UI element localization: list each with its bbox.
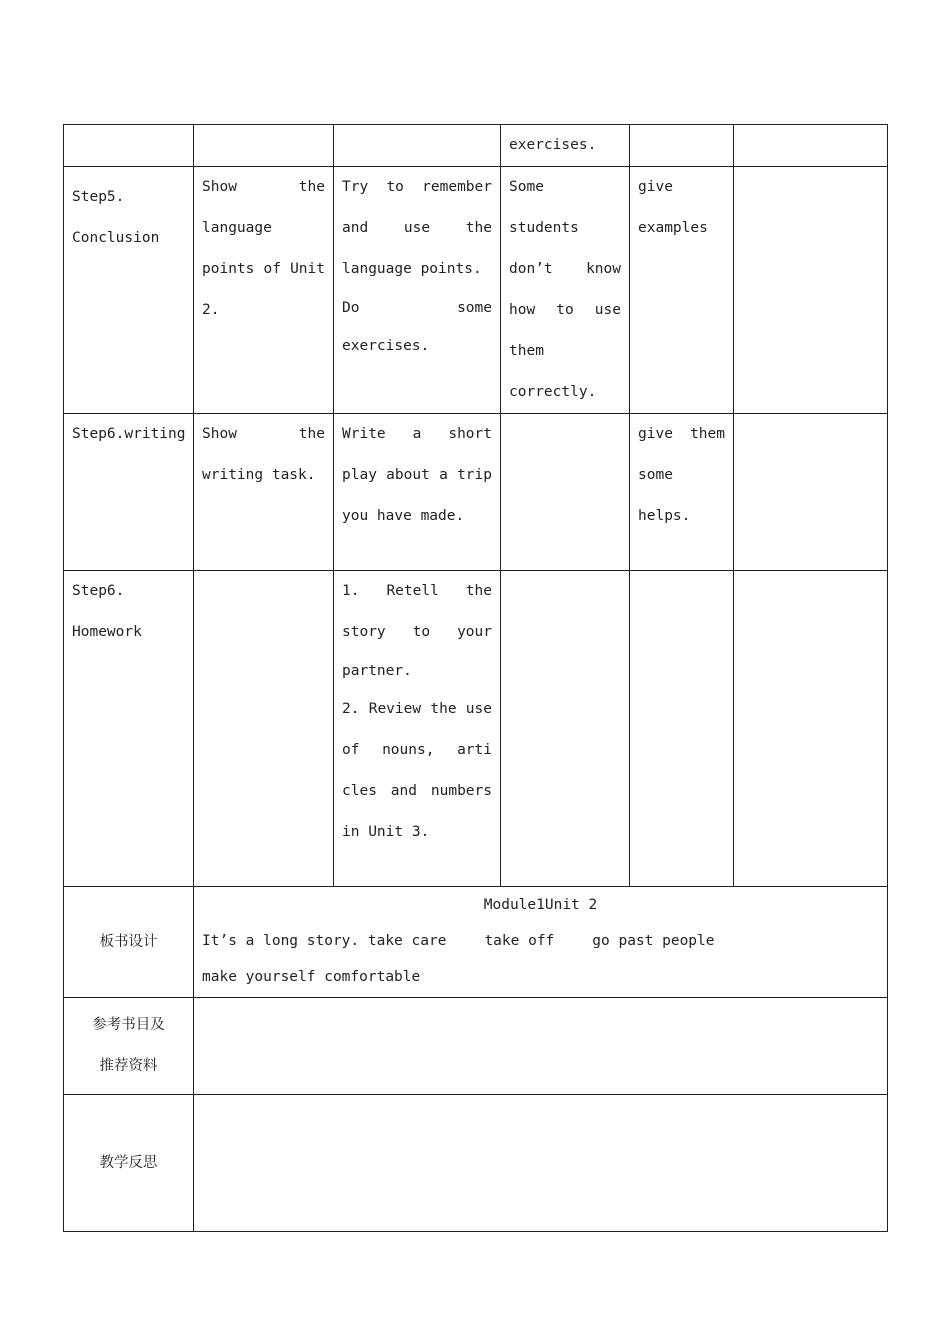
table-row xyxy=(64,887,888,998)
student-activity-cell: Try to remember and use the language points. Do some exercises. xyxy=(334,167,501,414)
reference-content xyxy=(194,998,888,1095)
board-title: Module1Unit 2 xyxy=(483,897,598,913)
solution-cell: give them some helps. xyxy=(630,414,734,571)
step-cell: Step6. Homework xyxy=(64,571,194,887)
step-cell: Step6.writing xyxy=(64,414,194,571)
table-row xyxy=(64,1095,888,1232)
reference-label: 参考书目及 推荐资料 xyxy=(64,998,194,1095)
solution-cell: give examples xyxy=(630,167,734,414)
table-row xyxy=(64,998,888,1095)
board-design-content: Module1Unit 2 It’s a long story. take care take off go past people make yourself comfortable xyxy=(194,887,888,998)
reflection-content xyxy=(194,1095,888,1232)
teacher-activity-cell: Show the writing task. xyxy=(194,414,334,571)
table-row xyxy=(64,167,888,414)
problem-cell: Some students don’t know how to use them correctly. xyxy=(501,167,630,414)
table-row xyxy=(64,414,888,571)
lesson-plan-table xyxy=(63,124,888,1232)
step-cell: Step5. Conclusion xyxy=(64,167,194,414)
cell-exercises: exercises. xyxy=(501,125,630,167)
student-activity-cell: Write a short play about a trip you have made. xyxy=(334,414,501,571)
teacher-activity-cell: Show the language points of Unit 2. xyxy=(194,167,334,414)
table-row xyxy=(64,571,888,887)
board-design-label: 板书设计 xyxy=(64,887,194,998)
table-row xyxy=(64,125,888,167)
student-activity-cell: 1. Retell the story to your partner. 2. Review the use of nouns, arti cles and numbers in Unit 3. xyxy=(334,571,501,887)
reflection-label: 教学反思 xyxy=(64,1095,194,1232)
